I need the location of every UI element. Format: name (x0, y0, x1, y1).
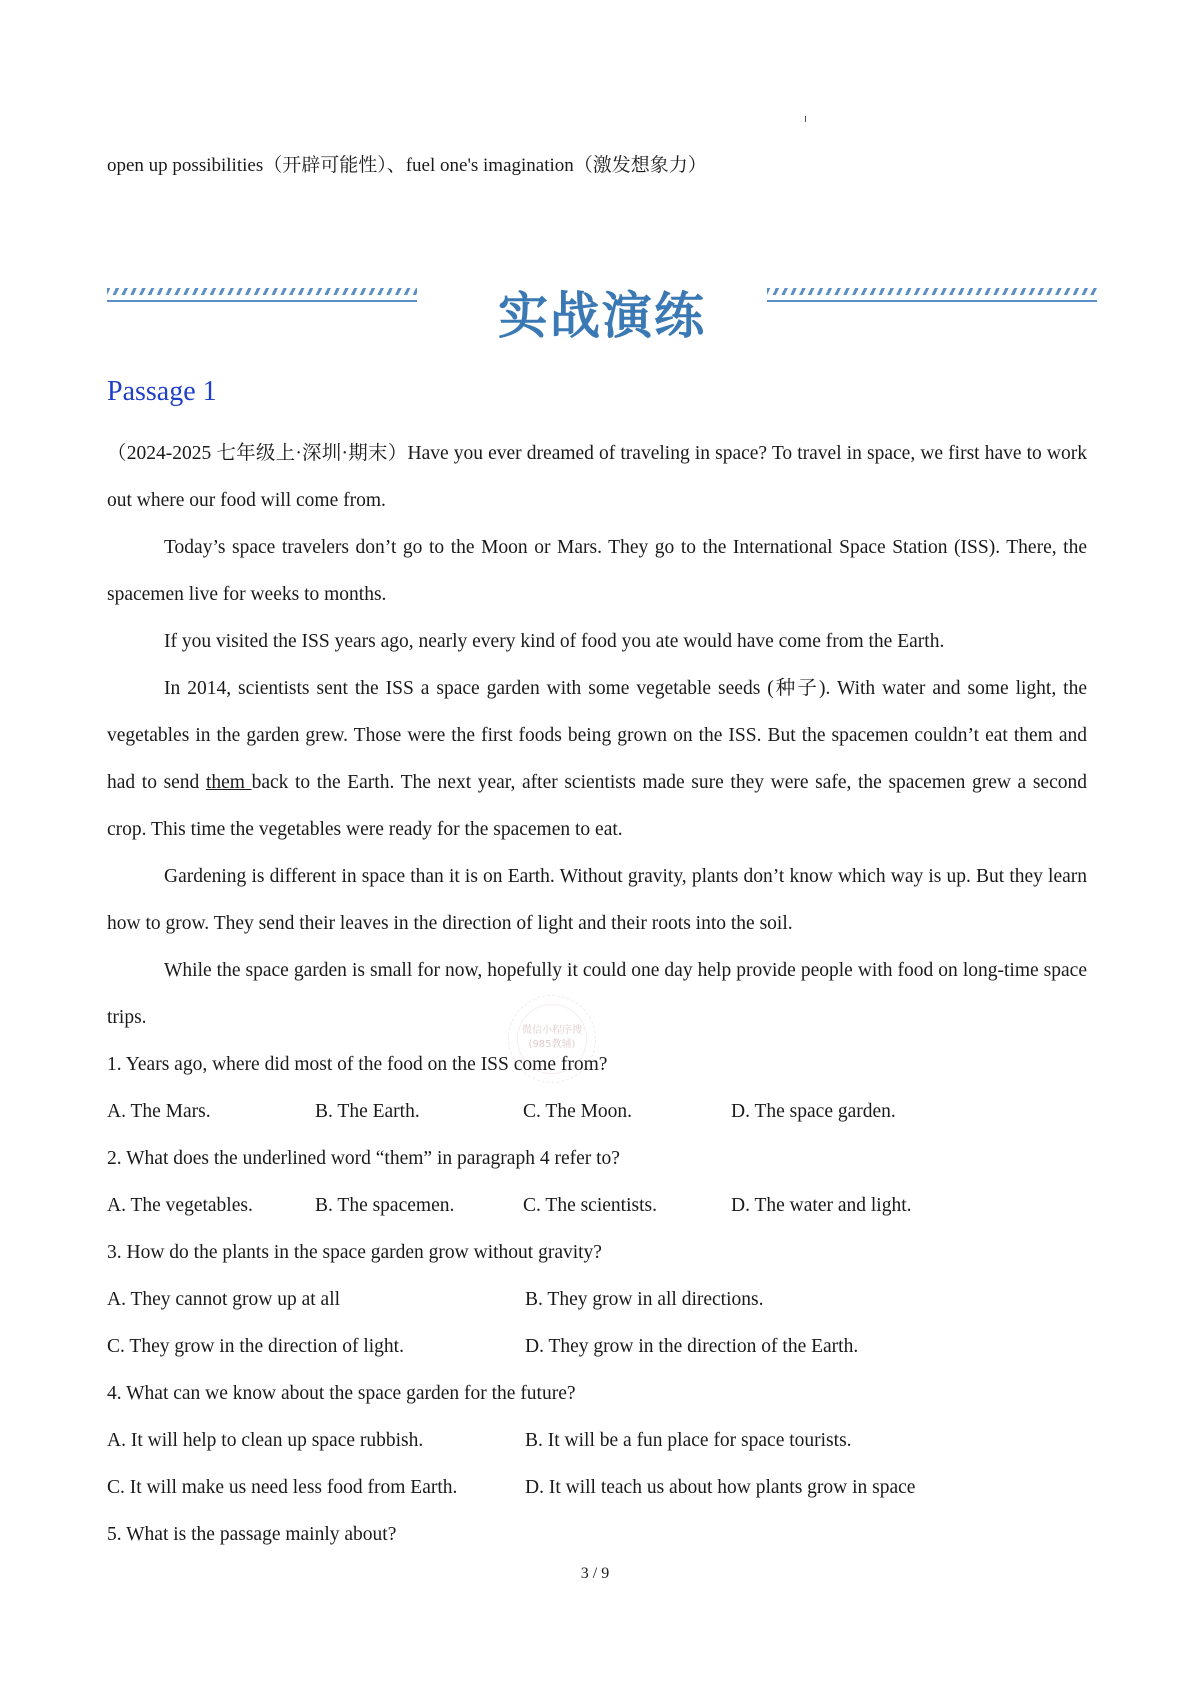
option-d: D. It will teach us about how plants grow in space (525, 1477, 916, 1498)
vocabulary-note: open up possibilities（开辟可能性）、fuel one's imagination（激发想象力） (107, 155, 707, 176)
question-options (107, 1323, 1087, 1370)
option-a: A. The vegetables. (107, 1195, 253, 1216)
section-title: 实战演练 (498, 287, 706, 345)
question-options (107, 1276, 1087, 1323)
option-b: B. The spacemen. (315, 1195, 455, 1216)
watermark-text: 微信小程序搜 (985教辅) (522, 1025, 582, 1050)
passage-paragraph: Today’s space travelers don’t go to the Moon or Mars. They go to the International Space Station (ISS). There, the spacemen live for weeks to months. (107, 537, 1087, 605)
option-d: D. They grow in the direction of the Earth. (525, 1336, 859, 1357)
question-stem: 3. How do the plants in the space garden grow without gravity? (107, 1242, 602, 1263)
paragraph-text: back to the Earth. The next year, after scientists made sure they were safe, the spacemen grew a second crop. This time the vegetables were ready for the spacemen to eat. (107, 772, 1087, 840)
option-a: A. They cannot grow up at all (107, 1289, 341, 1310)
underlined-word: them (205, 772, 252, 793)
question-options (107, 1464, 1087, 1511)
question-stem: 2. What does the underlined word “them” in paragraph 4 refer to? (107, 1148, 620, 1169)
passage-content (107, 430, 1087, 1558)
option-a: A. The Mars. (107, 1101, 211, 1122)
question-options (107, 1182, 1087, 1229)
right-decoration (767, 288, 1097, 308)
passage-title: Passage 1 (107, 376, 217, 407)
passage-paragraph (107, 665, 1087, 853)
option-c: C. The scientists. (523, 1195, 657, 1216)
option-b: B. The Earth. (315, 1101, 420, 1122)
passage-paragraph: While the space garden is small for now, hopefully it could one day help provide people with food on long-time space trips. (107, 960, 1087, 1028)
question-options (107, 1088, 1087, 1135)
option-d: D. The space garden. (731, 1101, 896, 1122)
stray-mark (805, 116, 806, 122)
section-header (107, 280, 1097, 360)
question-stem: 4. What can we know about the space garden for the future? (107, 1383, 576, 1404)
question-stem: 5. What is the passage mainly about? (107, 1524, 397, 1545)
option-c: C. It will make us need less food from Earth. (107, 1477, 458, 1498)
option-c: C. They grow in the direction of light. (107, 1336, 404, 1357)
question-stem: 1. Years ago, where did most of the food on the ISS come from? (107, 1054, 608, 1075)
watermark-stamp (508, 995, 596, 1083)
paragraph-text: In 2014, scientists sent the ISS a space garden with some vegetable seeds (种子). With water and some light, the vegetables in the garden grew. Those were the first foods being grown on the ISS. But the spacemen couldn’t eat them and had to send (107, 678, 1087, 793)
passage-paragraph: If you visited the ISS years ago, nearly every kind of food you ate would have come from the Earth. (164, 631, 945, 652)
option-c: C. The Moon. (523, 1101, 633, 1122)
option-b: B. It will be a fun place for space tourists. (525, 1430, 852, 1451)
passage-paragraph: （2024-2025 七年级上·深圳·期末）Have you ever dreamed of traveling in space? To travel in space, we first have to work out where our food will come from. (107, 443, 1087, 511)
page-number: 3 / 9 (580, 1565, 610, 1582)
option-b: B. They grow in all directions. (525, 1289, 764, 1310)
option-d: D. The water and light. (731, 1195, 912, 1216)
question-options (107, 1417, 1087, 1464)
option-a: A. It will help to clean up space rubbish. (107, 1430, 424, 1451)
passage-paragraph: Gardening is different in space than it is on Earth. Without gravity, plants don’t know which way is up. But they learn how to grow. They send their leaves in the direction of light and their roots into the soil. (107, 866, 1087, 934)
